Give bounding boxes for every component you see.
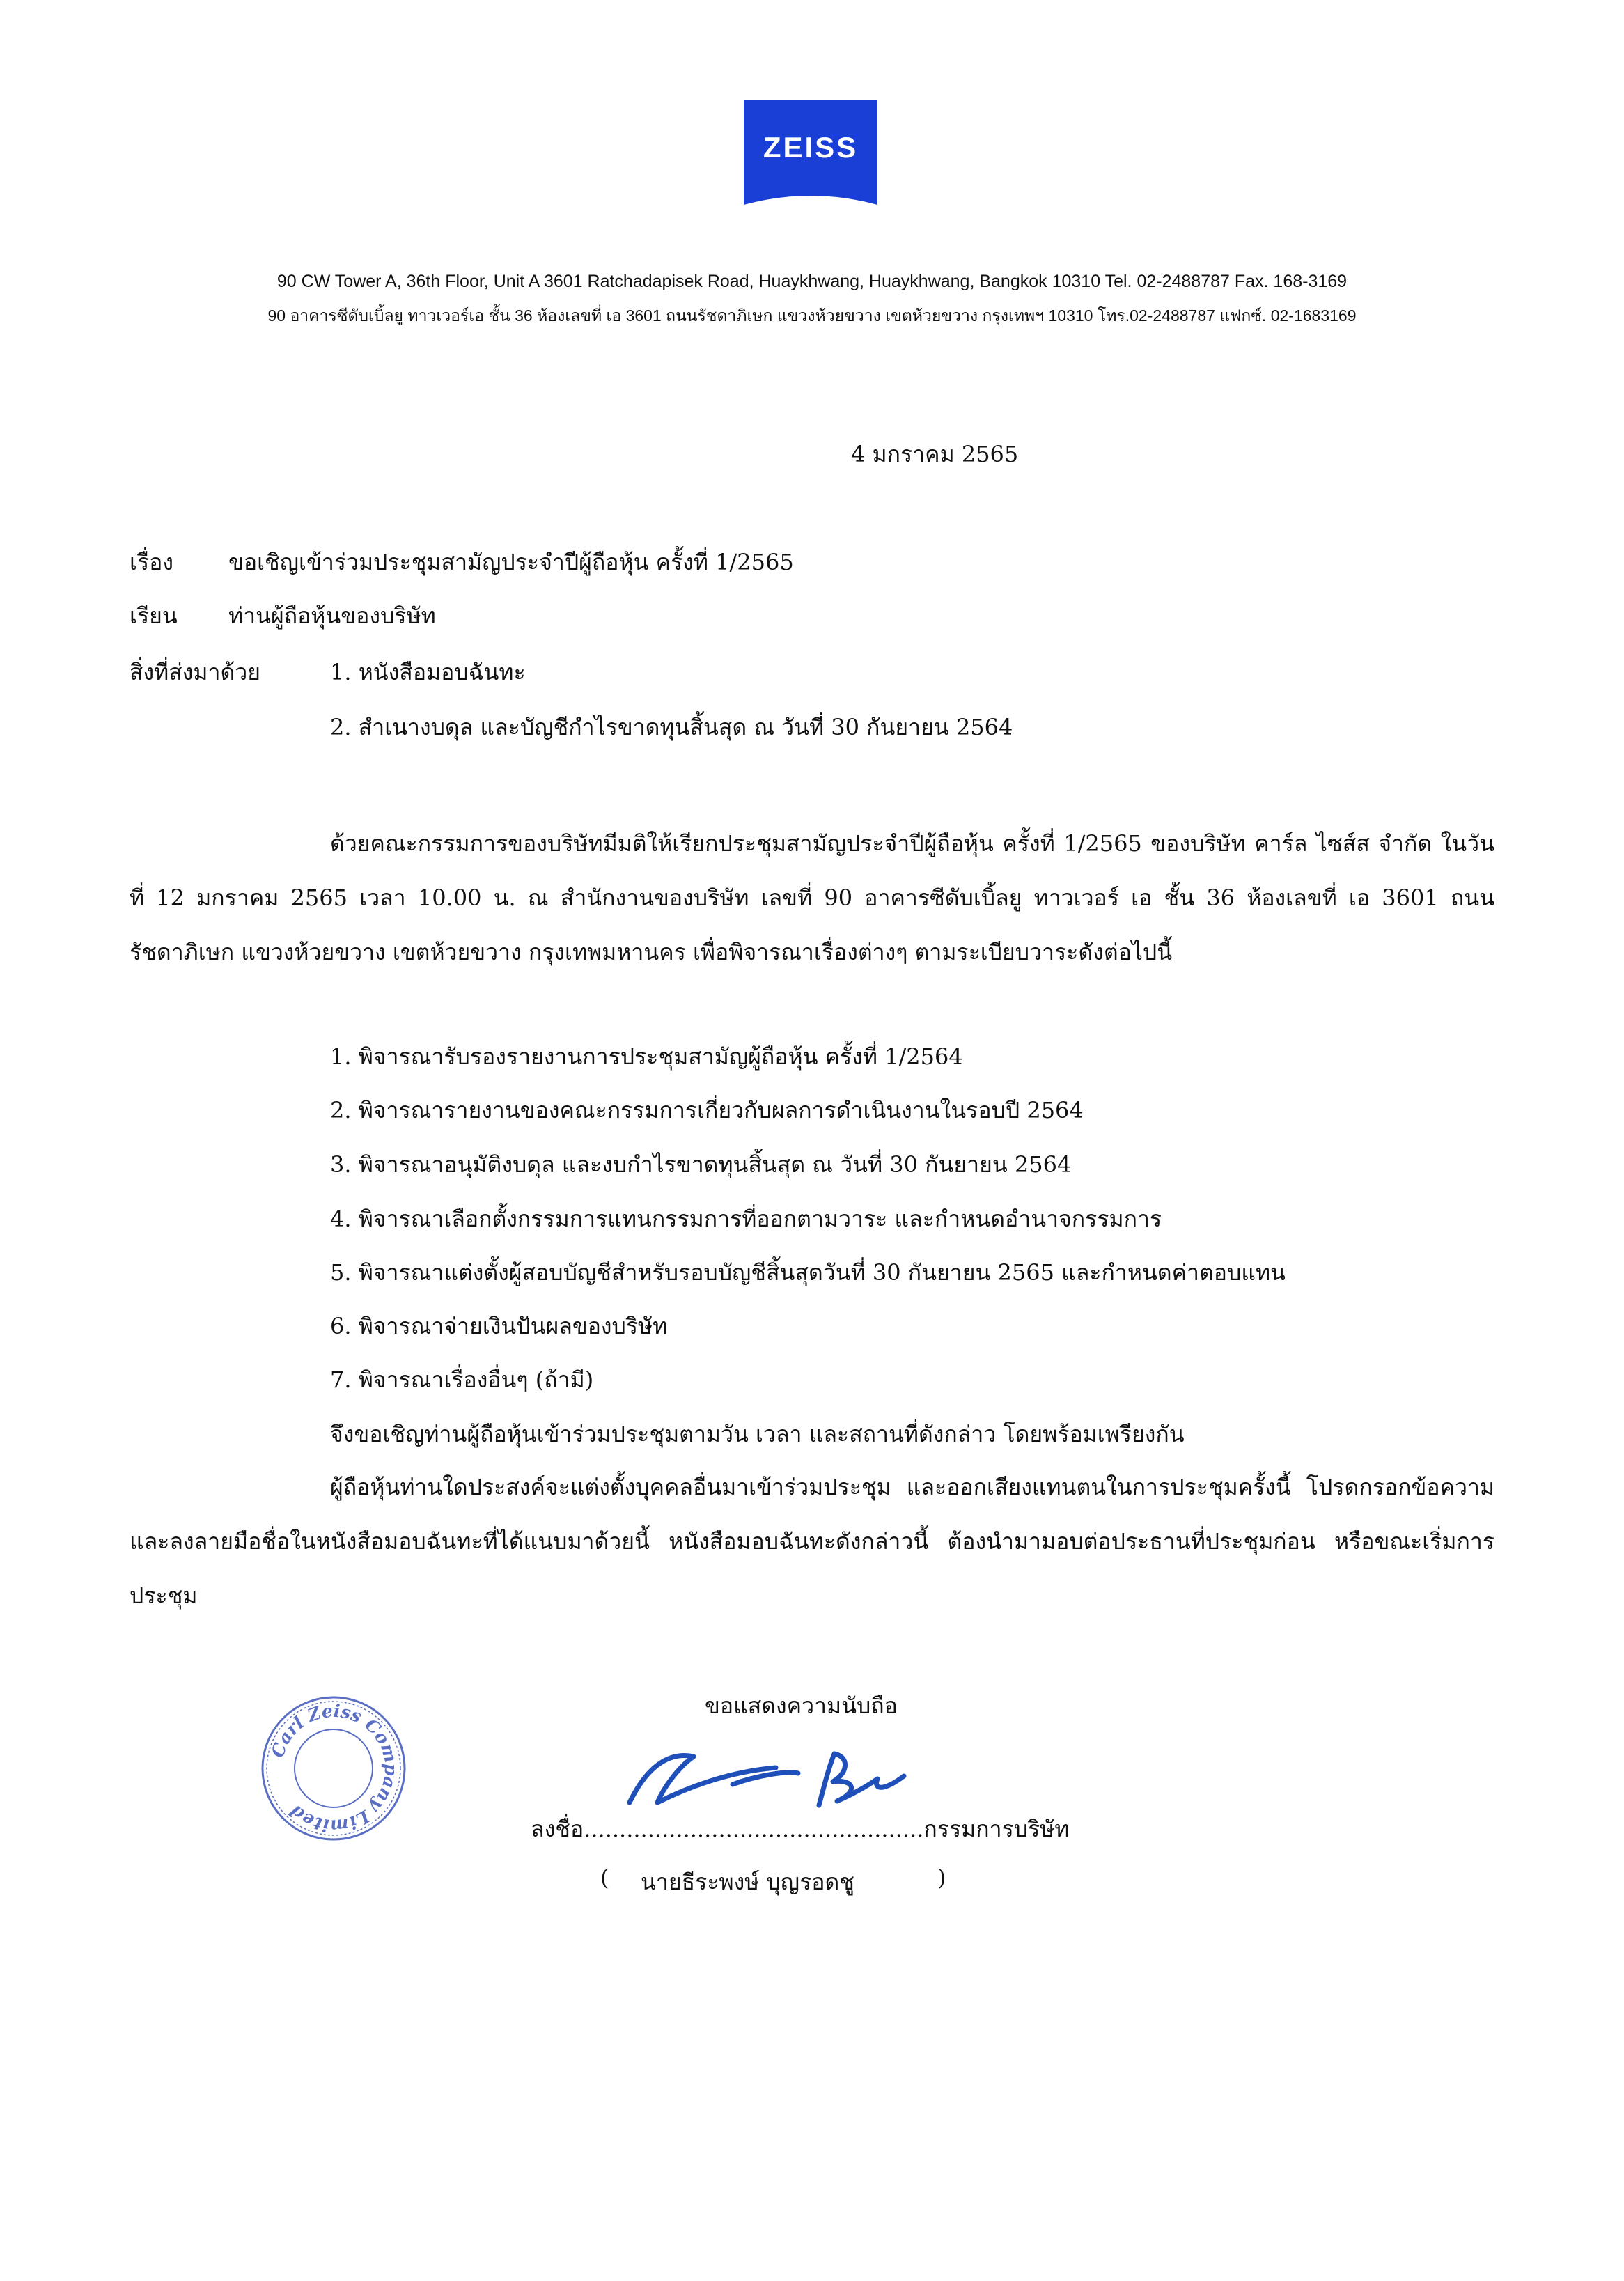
signatory-name: นายธีระพงษ์ บุญรอดชู <box>641 1869 854 1895</box>
agenda-item: 3. พิจารณาอนุมัติงบดุล และงบกำไรขาดทุนสิ้นสุด ณ วันที่ 30 กันยายน 2564 <box>330 1151 1072 1178</box>
signatory-name-close: ) <box>937 1864 946 1891</box>
enclosure-item: 1. หนังสือมอบฉันทะ <box>330 659 526 685</box>
enclosures-label: สิ่งที่ส่งมาด้วย <box>130 659 260 685</box>
proxy-paragraph: ผู้ถือหุ้นท่านใดประสงค์จะแต่งตั้งบุคคลอื่นมาเข้าร่วมประชุม และออกเสียงแทนตนในการประชุมครั้งนี้ โปรดกรอกข้อความ และลงลายมือชื่อในหนังสือมอบฉันทะที่ได้แนบมาด้วยนี้ หนังสือมอบฉันทะดังกล่าวนี้ ต้องนำมามอบต่อประธานที่ประชุมก่อน หรือขณะเริ่มการประชุม <box>130 1474 1494 1609</box>
zeiss-logo <box>744 100 877 235</box>
subject-label: เรื่อง <box>130 549 173 575</box>
address-english: 90 CW Tower A, 36th Floor, Unit A 3601 Ratchadapisek Road, Huaykhwang, Huaykhwang, Bangkok 10310 Tel. 02-2488787 Fax. 168-3169 <box>276 272 1348 291</box>
sign-prefix: ลงชื่อ <box>531 1816 584 1842</box>
agenda-item: 4. พิจารณาเลือกตั้งกรรมการแทนกรรมการที่ออกตามวาระ และกำหนดอำนาจกรรมการ <box>330 1206 1162 1232</box>
agenda-item: 2. พิจารณารายงานของคณะกรรมการเกี่ยวกับผลการดำเนินงานในรอบปี 2564 <box>330 1097 1084 1123</box>
intro-paragraph: ด้วยคณะกรรมการของบริษัทมีมติให้เรียกประชุมสามัญประจำปีผู้ถือหุ้น ครั้งที่ 1/2565 ของบริษัท คาร์ล ไซส์ส จำกัด ในวันที่ 12 มกราคม 2565 เวลา 10.00 น. ณ สำนักงานของบริษัท เลขที่ 90 อาคารซีดับเบิ้ลยู ทาวเวอร์ เอ ชั้น 36 ห้องเลขที่ เอ 3601 ถนนรัชดาภิเษก แขวงห้วยขวาง เขตห้วยขวาง กรุงเทพมหานคร เพื่อพิจารณาเรื่องต่างๆ ตามระเบียบวาระดังต่อไปนี้ <box>130 830 1494 965</box>
logo-text: ZEISS <box>763 131 859 164</box>
enclosure-item: 2. สำเนางบดุล และบัญชีกำไรขาดทุนสิ้นสุด ณ วันที่ 30 กันยายน 2564 <box>330 714 1013 740</box>
invite-paragraph: จึงขอเชิญท่านผู้ถือหุ้นเข้าร่วมประชุมตามวัน เวลา และสถานที่ดังกล่าว โดยพร้อมเพรียงกัน <box>330 1421 1185 1447</box>
closing-regards: ขอแสดงความนับถือ <box>705 1692 898 1719</box>
logo-arc <box>744 100 877 235</box>
subject-text: ขอเชิญเข้าร่วมประชุมสามัญประจำปีผู้ถือหุ้น ครั้งที่ 1/2565 <box>228 549 794 575</box>
sign-dots: ................................................ <box>584 1816 924 1842</box>
signature-drawing <box>616 1745 908 1812</box>
agenda-item: 6. พิจารณาจ่ายเงินปันผลของบริษัท <box>330 1313 668 1339</box>
agenda-item: 5. พิจารณาแต่งตั้งผู้สอบบัญชีสำหรับรอบบัญชีสิ้นสุดวันที่ 30 กันยายน 2565 และกำหนดค่าตอบแทน <box>330 1259 1286 1286</box>
letter-date: 4 มกราคม 2565 <box>851 441 1019 467</box>
agenda-item: 7. พิจารณาเรื่องอื่นๆ (ถ้ามี) <box>330 1367 594 1393</box>
signatory-name-open: ( <box>600 1864 609 1891</box>
to-label: เรียน <box>130 602 178 629</box>
address-thai: 90 อาคารซีดับเบิ้ลยู ทาวเวอร์เอ ชั้น 36 ห้องเลขที่ เอ 3601 ถนนรัชดาภิเษก แขวงห้วยขวาง เขตห้วยขวาง กรุงเทพฯ 10310 โทร.02-2488787 แฟกซ์. 02-1683169 <box>267 306 1357 325</box>
seal-text: Carl Zeiss Company Limited <box>267 1700 402 1837</box>
company-seal <box>259 1694 408 1843</box>
sign-role: กรรมการบริษัท <box>923 1816 1070 1842</box>
agenda-item: 1. พิจารณารับรองรายงานการประชุมสามัญผู้ถือหุ้น ครั้งที่ 1/2564 <box>330 1043 963 1070</box>
signature-line <box>531 1812 1069 1847</box>
to-text: ท่านผู้ถือหุ้นของบริษัท <box>228 602 436 629</box>
